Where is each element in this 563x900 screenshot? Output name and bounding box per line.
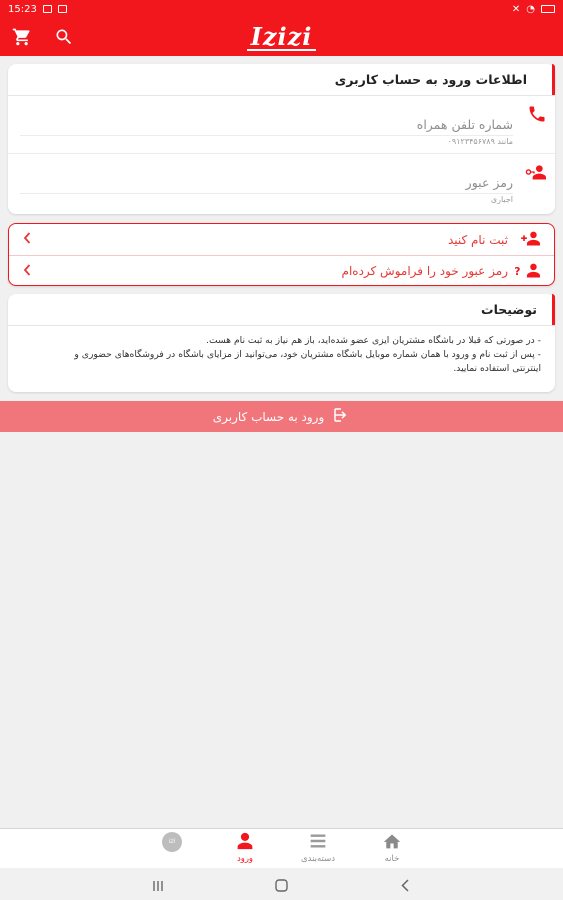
nav-login-label: ورود xyxy=(236,854,254,864)
home-button-icon[interactable] xyxy=(275,877,288,896)
password-hint: اجباری xyxy=(490,195,513,204)
home-icon xyxy=(382,832,402,850)
login-button[interactable] xyxy=(0,401,563,432)
user-question-icon xyxy=(514,262,542,283)
register-link[interactable] xyxy=(9,224,554,255)
add-user-icon xyxy=(520,230,542,251)
user-icon xyxy=(235,832,255,850)
status-time: 15:23 xyxy=(8,3,37,15)
app-bar xyxy=(0,18,563,56)
register-label: ثبت نام کنید xyxy=(447,232,508,247)
status-bar xyxy=(0,0,563,18)
nav-login[interactable] xyxy=(215,832,275,864)
recent-apps-icon[interactable] xyxy=(152,877,164,896)
phone-field-row xyxy=(8,96,555,154)
nav-categories[interactable] xyxy=(288,832,348,864)
nav-categories-label: دسته‌بندی xyxy=(300,854,336,864)
password-field-row xyxy=(8,154,555,212)
mute-icon: ✕ xyxy=(511,3,521,15)
app-logo[interactable]: Izizi xyxy=(0,22,563,51)
description-title: توضیحات xyxy=(8,294,555,326)
gallery-icon xyxy=(43,5,52,13)
forgot-password-link[interactable] xyxy=(9,255,554,286)
login-button-label: ورود به حساب کاربری xyxy=(212,409,325,424)
chevron-left-icon xyxy=(23,264,31,279)
user-key-icon xyxy=(525,162,547,186)
phone-hint: مانند ۰۹۱۲۳۴۵۶۷۸۹ xyxy=(447,137,513,146)
bottom-navigation xyxy=(0,828,563,868)
description-card xyxy=(8,294,555,392)
account-links-card xyxy=(8,223,555,286)
system-navigation-bar xyxy=(0,868,563,900)
phone-icon xyxy=(527,104,547,128)
chevron-left-icon xyxy=(23,232,31,247)
wifi-icon: ◔ xyxy=(526,3,535,15)
battery-icon xyxy=(541,5,555,13)
nav-home[interactable] xyxy=(362,832,422,864)
login-info-card xyxy=(8,64,555,214)
description-body xyxy=(8,326,555,382)
nav-home-label: خانه xyxy=(384,854,400,864)
forgot-password-label: رمز عبور خود را فراموش کرده‌ام xyxy=(341,264,508,278)
phone-input[interactable] xyxy=(20,114,513,136)
bag-icon xyxy=(58,5,67,13)
nav-izi[interactable] xyxy=(142,832,202,852)
menu-list-icon xyxy=(308,832,328,850)
login-icon xyxy=(332,406,350,427)
description-line: اینترنتی استفاده نمایید. xyxy=(453,363,541,374)
password-input[interactable] xyxy=(20,172,513,194)
back-icon[interactable] xyxy=(400,877,410,896)
izi-logo-icon: izi xyxy=(162,832,182,852)
description-line: - پس از ثبت نام و ورود با همان شماره موبایل باشگاه مشتریان خود، می‌توانید از مزایای باشگاه در فروشگاه‌های حضوری و xyxy=(74,349,541,360)
login-card-title: اطلاعات ورود به حساب کاربری xyxy=(8,64,555,96)
svg-text:?: ? xyxy=(514,265,521,279)
description-line: - در صورتی که قبلا در باشگاه مشتریان ایزی عضو شده‌اید، باز هم نیاز به ثبت نام هست. xyxy=(206,335,541,346)
